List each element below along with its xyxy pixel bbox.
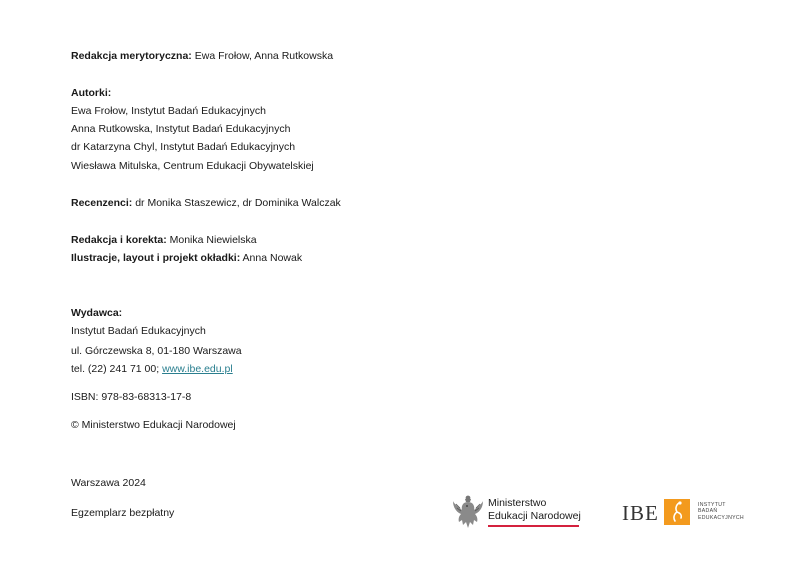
- ibe-figure-icon: [664, 499, 690, 525]
- ibe-small-line1: INSTYTUT: [698, 502, 726, 508]
- publisher-phone: tel. (22) 241 71 00;: [71, 363, 163, 375]
- proofreading-label: Redakcja i korekta:: [71, 234, 167, 246]
- proofreading-line: [71, 233, 257, 247]
- illustration-line: [71, 251, 302, 265]
- publisher-website-link[interactable]: www.ibe.edu.pl: [162, 363, 233, 375]
- proofreading-value: Monika Niewielska: [166, 234, 257, 246]
- ministry-accent-line: [488, 525, 579, 527]
- illustration-label: Ilustracje, layout i projekt okładki:: [71, 252, 241, 264]
- editorial-label: Redakcja merytoryczna:: [71, 50, 192, 62]
- illustration-value: Anna Nowak: [240, 252, 303, 264]
- ministry-name: [488, 497, 581, 522]
- ibe-letters: IBE: [622, 501, 659, 525]
- ibe-small-line2: BADAŃ: [698, 508, 718, 515]
- ibe-small-line3: EDUKACYJNYCH: [698, 514, 744, 521]
- ibe-full-name: [698, 502, 744, 521]
- publisher-name: Instytut Badań Edukacyjnych: [71, 325, 206, 337]
- ibe-logo: [622, 499, 752, 527]
- ministry-logo: [452, 494, 587, 530]
- publisher-contact: [71, 362, 233, 376]
- distribution-note: Egzemplarz bezpłatny: [71, 507, 175, 519]
- author-4: Wiesława Mitulska, Centrum Edukacji Obywatelskiej: [71, 160, 314, 172]
- publisher-address: ul. Górczewska 8, 01-180 Warszawa: [71, 345, 242, 357]
- ministry-name-line1: Ministerstwo: [488, 497, 547, 509]
- author-1: Ewa Frołow, Instytut Badań Edukacyjnych: [71, 105, 266, 117]
- publisher-label: Wydawca:: [71, 307, 123, 319]
- reviewers-value: dr Monika Staszewicz, dr Dominika Walczak: [132, 197, 341, 209]
- copyright: © Ministerstwo Edukacji Narodowej: [71, 419, 236, 431]
- author-2: Anna Rutkowska, Instytut Badań Edukacyjnych: [71, 123, 291, 135]
- reviewers-label: Recenzenci:: [71, 197, 133, 209]
- reviewers-line: [71, 196, 341, 210]
- editorial-line: [71, 49, 333, 63]
- authors-label: Autorki:: [71, 87, 112, 99]
- place-year: Warszawa 2024: [71, 477, 146, 489]
- author-3: dr Katarzyna Chyl, Instytut Badań Edukacyjnych: [71, 141, 296, 153]
- isbn: ISBN: 978-83-68313-17-8: [71, 391, 192, 403]
- editorial-value: Ewa Frołow, Anna Rutkowska: [191, 50, 334, 62]
- ministry-name-line2: Edukacji Narodowej: [488, 509, 581, 522]
- eagle-emblem-icon: [452, 494, 484, 530]
